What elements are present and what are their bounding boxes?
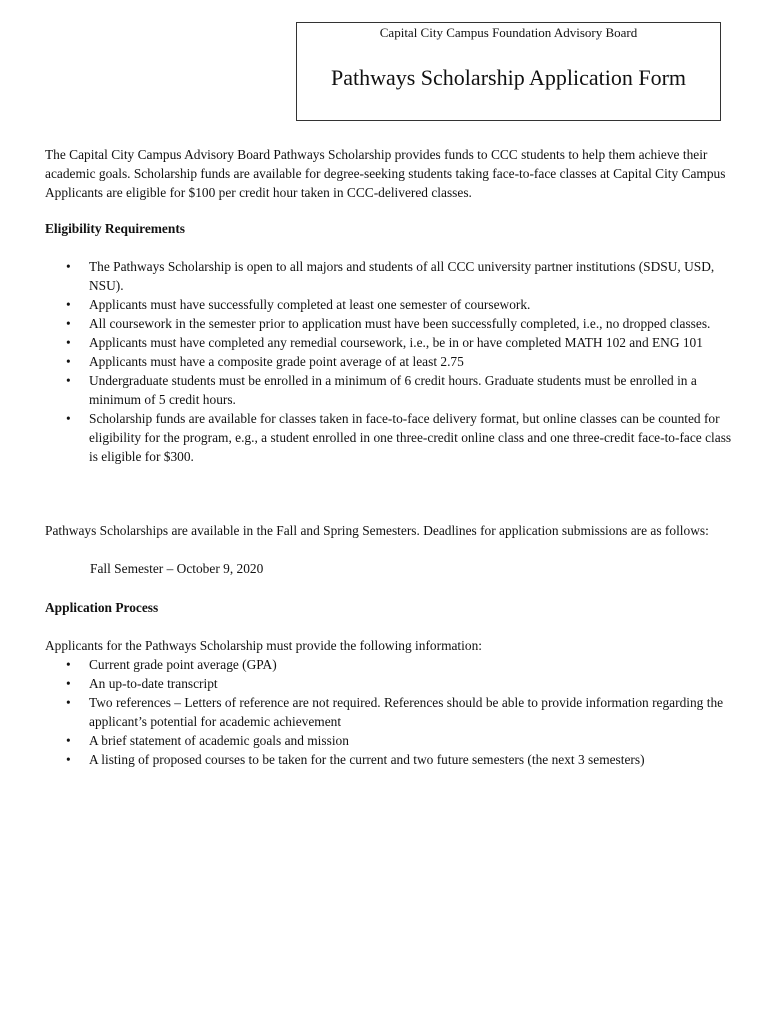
bullet-icon: • [66, 752, 71, 767]
list-item-text: Scholarship funds are available for classes taken in face-to-face delivery format, but online classes can be counted for eligibility for the program, e.g., a student enrolled in one three-credit online class and one three-credit face-to-face class is eligible for $300. [89, 411, 732, 464]
list-item [45, 674, 735, 693]
list-item [45, 409, 735, 466]
list-item-text: All coursework in the semester prior to application must have been successfully completed, i.e., no dropped classes. [89, 316, 711, 331]
list-item [45, 371, 735, 409]
list-item-text: Applicants must have completed any remedial coursework, i.e., be in or have completed MATH 102 and ENG 101 [89, 335, 703, 350]
bullet-icon: • [66, 411, 71, 426]
list-item-text: The Pathways Scholarship is open to all majors and students of all CCC university partner institutions (SDSU, USD, NSU). [89, 259, 715, 293]
fall-deadline: Fall Semester – October 9, 2020 [90, 561, 264, 576]
list-item [45, 295, 735, 314]
list-item [45, 693, 735, 731]
list-item [45, 750, 735, 769]
bullet-icon: • [66, 733, 71, 748]
organization-name: Capital City Campus Foundation Advisory Board [379, 25, 638, 40]
list-item [45, 655, 735, 674]
list-item-text: Applicants must have a composite grade point average of at least 2.75 [89, 354, 464, 369]
list-item-text: Undergraduate students must be enrolled in a minimum of 6 credit hours. Graduate students must be enrolled in a minimum of 5 credit hours. [89, 373, 697, 407]
list-item [45, 731, 735, 750]
bullet-icon: • [66, 259, 71, 274]
list-item-text: A listing of proposed courses to be taken for the current and two future semesters (the next 3 semesters) [89, 752, 645, 767]
list-item [45, 257, 735, 295]
list-item [45, 314, 735, 333]
bullet-icon: • [66, 657, 71, 672]
list-item-text: A brief statement of academic goals and mission [89, 733, 349, 748]
list-item [45, 352, 735, 371]
eligibility-list [45, 257, 735, 466]
deadlines-paragraph: Pathways Scholarships are available in the Fall and Spring Semesters. Deadlines for application submissions are as follows: [45, 523, 709, 538]
list-item-text: An up-to-date transcript [89, 676, 218, 691]
bullet-icon: • [66, 695, 71, 710]
intro-paragraph: The Capital City Campus Advisory Board Pathways Scholarship provides funds to CCC students to help them achieve their academic goals. Scholarship funds are available for degree-seeking students taking face-to-face classes at Capital City Campus Applicants are eligible for $100 per credit hour taken in CCC-delivered classes. [45, 147, 726, 200]
header-box [296, 22, 721, 121]
application-heading: Application Process [45, 600, 159, 615]
list-item-text: Two references – Letters of reference are not required. References should be able to provide information regarding the applicant’s potential for academic achievement [89, 695, 724, 729]
list-item-text: Current grade point average (GPA) [89, 657, 277, 672]
bullet-icon: • [66, 297, 71, 312]
application-list [45, 655, 735, 769]
eligibility-heading: Eligibility Requirements [45, 221, 185, 236]
bullet-icon: • [66, 354, 71, 369]
bullet-icon: • [66, 373, 71, 388]
bullet-icon: • [66, 335, 71, 350]
bullet-icon: • [66, 676, 71, 691]
list-item-text: Applicants must have successfully completed at least one semester of coursework. [89, 297, 531, 312]
list-item [45, 333, 735, 352]
bullet-icon: • [66, 316, 71, 331]
page-title: Pathways Scholarship Application Form [330, 65, 687, 90]
application-intro: Applicants for the Pathways Scholarship must provide the following information: [45, 638, 482, 653]
